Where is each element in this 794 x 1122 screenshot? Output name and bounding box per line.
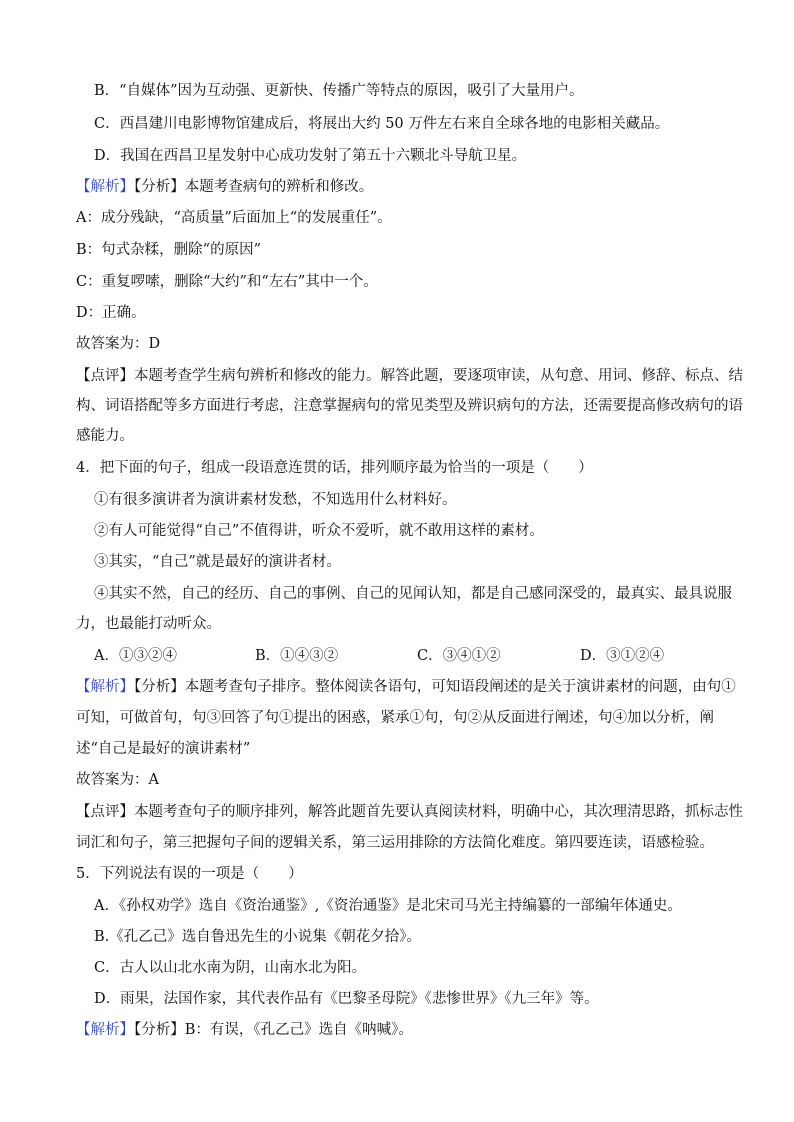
q3-note-b: B：句式杂糅，删除“的原因”	[76, 242, 261, 258]
q5-option-c: C．古人以山北水南为阴，山南水北为阳。	[94, 960, 367, 976]
q3-option-c: C．西昌建川电影博物馆建成后，将展出大约 50 万件左右来自全球各地的电影相关藏品。	[94, 116, 670, 132]
q4-analysis-line-1	[76, 677, 734, 697]
q4-analysis-line-3: 述“自己是最好的演讲素材”	[76, 741, 251, 757]
analysis-text: 【分析】本题考查句子排序。整体阅读各语句，可知语段阐述的是关于演讲素材的问题，由句①	[134, 679, 736, 695]
q4-sentence-1: ①有很多演讲者为演讲素材发愁，不知选用什么材料好。	[94, 492, 457, 508]
q3-note-a: A：成分残缺，“高质量”后面加上“的发展重任”。	[76, 210, 392, 226]
analysis-text: 【分析】本题考查病句的辨析和修改。	[134, 179, 374, 195]
q4-sentence-4: ④其实不然，自己的经历、自己的事例、自己的见闻认知，都是自己感同深受的，最真实、最具说服	[94, 586, 732, 602]
q4-option-b: B．①④③②	[255, 648, 339, 664]
q4-option-d: D．③①②④	[580, 648, 665, 664]
q3-option-b: B．“自媒体”因为互动强、更新快、传播广等特点的原因，吸引了大量用户。	[94, 83, 584, 99]
q3-option-d: D．我国在西昌卫星发射中心成功发射了第五十六颗北斗导航卫星。	[94, 148, 527, 164]
q3-note-d: D：正确。	[76, 305, 146, 321]
analysis-tag: 【解析】	[76, 1022, 134, 1038]
analysis-tag: 【解析】	[76, 179, 134, 195]
q5-option-d: D．雨果，法国作家，其代表作品有《巴黎圣母院》《悲惨世界》《九三年》等。	[94, 991, 599, 1007]
q3-note-c: C：重复啰嗦，删除“大约”和“左右”其中一个。	[76, 274, 378, 290]
q4-stem: 4．把下面的句子，组成一段语意连贯的话，排列顺序最为恰当的一项是（ ）	[76, 460, 593, 476]
q3-analysis	[76, 177, 734, 197]
q4-comment-line-1: 【点评】本题考查句子的顺序排列，解答此题首先要认真阅读材料，明确中心，其次理清思路，抓标志性	[76, 804, 743, 820]
q4-analysis-line-2: 可知，可做首句，句③回答了句①提出的困惑，紧承①句，句②从反面进行阐述，句④加以分析，阐	[76, 710, 714, 726]
q3-comment-line-2: 构、词语搭配等多方面进行考虑，注意掌握病句的常见类型及辨识病句的方法，还需要提高修改病句的语	[76, 398, 743, 414]
q4-answer: 故答案为：A	[76, 772, 159, 788]
q4-sentence-2: ②有人可能觉得“自己”不值得讲，听众不爱听，就不敢用这样的素材。	[94, 523, 544, 539]
q5-analysis	[76, 1020, 734, 1040]
q3-comment-line-3: 感能力。	[76, 428, 134, 444]
q4-sentence-4-cont: 力，也最能打动听众。	[76, 616, 221, 632]
q3-answer: 故答案为：D	[76, 336, 161, 352]
analysis-text: 【分析】B：有误，《孔乙己》选自《呐喊》。	[134, 1022, 413, 1038]
q5-stem: 5．下列说法有误的一项是（ ）	[76, 866, 303, 882]
analysis-tag: 【解析】	[76, 679, 134, 695]
q4-comment-line-2: 词汇和句子，第三把握句子间的逻辑关系，第三运用排除的方法简化难度。第四要连读，语感检验。	[76, 835, 714, 851]
q4-option-c: C．③④①②	[417, 648, 501, 664]
q4-sentence-3: ③其实，“自己”就是最好的演讲者材。	[94, 554, 341, 570]
q5-option-b: B.《孔乙己》选自鲁迅先生的小说集《朝花夕拾》。	[94, 929, 422, 945]
q4-option-a: A．①③②④	[94, 648, 177, 664]
q5-option-a: A．《孙权劝学》选自《资治通鉴》,《资治通鉴》是北宋司马光主持编纂的一部编年体通史。	[94, 898, 682, 914]
q3-comment-line-1: 【点评】本题考查学生病句辨析和修改的能力。解答此题，要逐项审读，从句意、用词、修辞、标点、结	[76, 368, 743, 384]
